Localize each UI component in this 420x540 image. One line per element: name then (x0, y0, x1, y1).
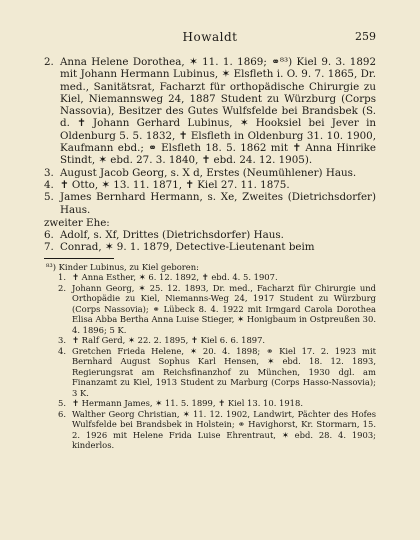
footnote-item-number: 2. (58, 282, 66, 293)
main-text (44, 56, 376, 254)
page-header (44, 30, 376, 48)
entry-number: 5. (44, 191, 54, 204)
footnote-item-text: ✝ Anna Esther, ✶ 6. 12. 1892, ✝ ebd. 4. 5. 1907. (72, 272, 278, 283)
footnote-item-number: 3. (58, 335, 66, 346)
footnote-item-text: Walther Georg Christian, ✶ 11. 12. 1902, Landwirt, Pächter des Hofes Wulfsfelde bei Brandsbek in Holstein; ⚭ Havighorst, Kr. Stormarn, 15. 2. 1926 mit Helene Frida Luise Ehrentraut, ✶ ebd. 28. 4. 1903; kinderlos. (72, 408, 376, 451)
footnote-item (44, 346, 376, 399)
running-title: Howaldt (182, 30, 238, 44)
entry-text: Anna Helene Dorothea, ✶ 11. 1. 1869; ⚭⁸³) Kiel 9. 3. 1892 mit Johann Hermann Lubinus, ✶ Elsfleth i. O. 9. 7. 1865, Dr. med., Sanitätsrat, Facharzt für orthopädische Chirurgie zu Kiel, Niemannsweg 24, 1887 Student zu Würzburg (Corps Nassovia), Besitzer des Gutes Wulfsfelde bei Brandsbek (S. d. ✝ Johann Gerhard Lubinus, ✶ Hooksiel bei Jever in Oldenburg 5. 5. 1832, ✝ Elsfleth in Oldenburg 31. 10. 1900, Kaufmann ebd.; ⚭ Elsfleth 18. 5. 1862 mit ✝ Anna Hinrike Stindt, ✶ ebd. 27. 3. 1840, ✝ ebd. 24. 12. 1905). (60, 56, 376, 167)
footnote-item (44, 272, 376, 283)
entry-text: ✝ Otto, ✶ 13. 11. 1871, ✝ Kiel 27. 11. 1875. (60, 178, 290, 191)
entry-text: August Jacob Georg, s. X d, Erstes (Neumühlener) Haus. (60, 166, 357, 179)
footnote-item-number: 5. (58, 398, 66, 409)
footnote-item-text: Johann Georg, ✶ 25. 12. 1893, Dr. med., Facharzt für Chirurgie und Orthopädie zu Kiel, Niemanns-Weg 24, 1917 Student zu Würzburg (Corps Nassovia); ⚭ Lübeck 8. 4. 1922 mit Irmgard Carola Dorothea Elisa Abba Bertha Anna Luise Stieger, ✶ Honigbaum in Ostpreußen 30. 4. 1896; 5 K. (72, 282, 376, 335)
entry-number: 4. (44, 178, 54, 191)
footnote-item-text: ✝ Ralf Gerd, ✶ 22. 2. 1895, ✝ Kiel 6. 6. 1897. (72, 335, 266, 346)
entry-6 (44, 229, 376, 241)
footnote-item-number: 1. (58, 272, 66, 283)
footnote-item-number: 4. (58, 345, 66, 356)
footnote-block (44, 262, 376, 451)
entry-3 (44, 167, 376, 179)
entry-4 (44, 179, 376, 191)
page-number: 259 (355, 30, 376, 43)
entry-text: James Bernhard Hermann, s. Xe, Zweites (Dietrichsdorfer) Haus. (60, 191, 376, 216)
entry-number: 7. (44, 241, 54, 254)
footnote-item (44, 409, 376, 451)
second-marriage-heading: zweiter Ehe: (44, 216, 110, 229)
entry-5 (44, 191, 376, 216)
footnote-divider (44, 258, 114, 259)
footnote-item-text: Gretchen Frieda Helene, ✶ 20. 4. 1898; ⚭ Kiel 17. 2. 1923 mit Bernhard August Sophus Karl Hensen, ✶ ebd. 18. 12. 1893, Regierungsrat am Reichsfinanzhof zu München, 1930 dgl. am Finanzamt zu Kiel, 1913 Student zu Marburg (Corps Hasso-Nassovia); 3 K. (72, 345, 376, 398)
footnote-item (44, 398, 376, 409)
footnote-item-text: ✝ Hermann James, ✶ 11. 5. 1899, ✝ Kiel 13. 10. 1918. (72, 398, 303, 409)
entry-number: 6. (44, 229, 54, 242)
entry-2 (44, 56, 376, 167)
footnote-item (44, 283, 376, 336)
entry-text: Conrad, ✶ 9. 1. 1879, Detective-Lieutenant beim (60, 241, 315, 254)
footnote-item (44, 335, 376, 346)
entry-number: 3. (44, 166, 54, 179)
entry-7 (44, 241, 376, 253)
footnote-item-number: 6. (58, 408, 66, 419)
entry-text: Adolf, s. Xf, Drittes (Dietrichsdorfer) Haus. (60, 229, 284, 242)
entry-number: 2. (44, 56, 54, 68)
footnote-title: ⁸³) Kinder Lubinus, zu Kiel geboren: (46, 261, 199, 272)
